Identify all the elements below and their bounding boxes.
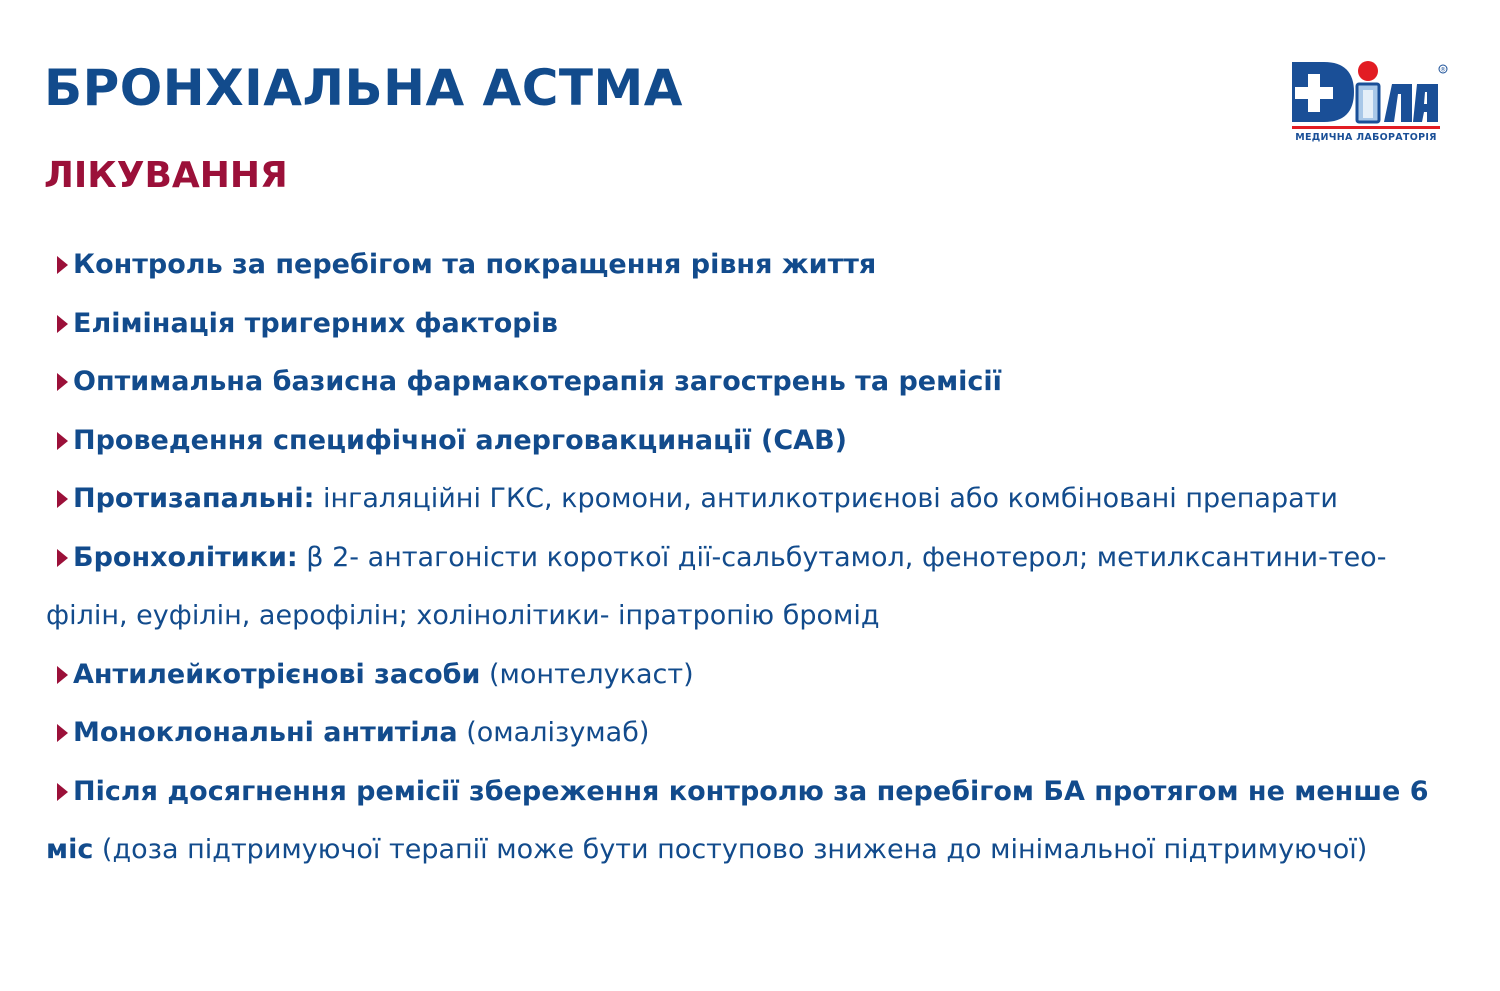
bullet-bold-text: Контроль за перебігом та покращення рівня життя xyxy=(73,249,877,280)
triangle-bullet-icon xyxy=(57,783,68,801)
bullet-normal-text: (монтелукаст) xyxy=(480,658,694,690)
bullet-bold-text: Антилейкотрієнові засоби xyxy=(73,658,481,690)
bullet-item xyxy=(46,236,1446,295)
bullet-item xyxy=(46,763,1446,880)
triangle-bullet-icon xyxy=(57,724,68,742)
bullet-normal-text: (доза підтримуючої терапії може бути поступово знижена до мінімальної підтримуючої) xyxy=(93,834,1368,865)
triangle-bullet-icon xyxy=(57,432,68,450)
logo-red-line xyxy=(1292,126,1440,129)
bullet-item xyxy=(46,646,1446,705)
bullet-bold-text: Протизапальні: xyxy=(73,483,315,514)
triangle-bullet-icon xyxy=(57,256,68,274)
bullet-normal-text: (омалізумаб) xyxy=(457,717,650,748)
triangle-bullet-icon xyxy=(57,490,68,508)
bullet-item xyxy=(46,353,1446,412)
logo-letter-l xyxy=(1384,84,1412,122)
bullet-bold-text: Після досягнення ремісії збереження контролю за перебігом БА протягом не менше 6 міс xyxy=(46,775,1429,865)
bullet-bold-text: Елімінація тригерних факторів xyxy=(73,307,558,339)
bullet-item xyxy=(46,704,1446,763)
dila-logo xyxy=(1288,60,1450,146)
logo-letter-a xyxy=(1413,84,1438,122)
bullet-bold-text: Проведення специфічної алерговакцинації (САВ) xyxy=(73,424,847,456)
triangle-bullet-icon xyxy=(57,373,68,391)
treatment-bullet-list xyxy=(46,236,1446,880)
slide-subtitle: ЛІКУВАННЯ xyxy=(44,155,288,196)
triangle-bullet-icon xyxy=(57,666,68,684)
logo-tagline: МЕДИЧНА ЛАБОРАТОРІЯ xyxy=(1295,132,1437,143)
bullet-item xyxy=(46,295,1446,354)
bullet-bold-text: Бронхолітики: xyxy=(73,541,298,573)
bullet-item xyxy=(46,529,1446,646)
bullet-normal-text: інгаляційні ГКС, кромони, антилкотриєнові або комбіновані препарати xyxy=(314,483,1338,514)
bullet-bold-text: Моноклональні антитіла xyxy=(73,717,458,748)
bullet-normal-text: β 2- антагоністи короткої дії-сальбутамол, фенотерол; метилксантини-тео-філін, еуфілін, аерофілін; холінолітики- іпратропію бромід xyxy=(46,541,1387,631)
slide-title: БРОНХІАЛЬНА АСТМА xyxy=(44,59,683,117)
bullet-item xyxy=(46,412,1446,471)
bullet-bold-text: Оптимальна базисна фармакотерапія загострень та ремісії xyxy=(73,366,1002,397)
logo-registered-mark: ® xyxy=(1440,66,1446,74)
bullet-item xyxy=(46,470,1446,529)
triangle-bullet-icon xyxy=(57,549,68,567)
logo-red-dot xyxy=(1358,61,1378,81)
triangle-bullet-icon xyxy=(57,315,68,333)
logo-cross-horizontal xyxy=(1295,87,1333,99)
